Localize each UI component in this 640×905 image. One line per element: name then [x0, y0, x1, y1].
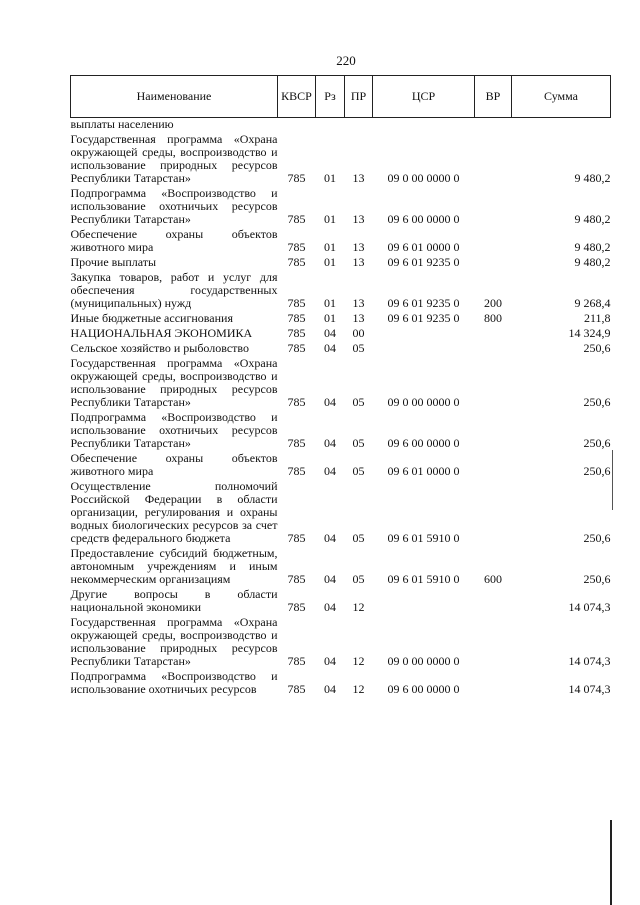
- row-vr: [475, 327, 512, 342]
- row-sum: 250,6: [583, 464, 611, 478]
- row-name: Иные бюджетные ассигнования: [70, 311, 233, 325]
- table-row: [71, 357, 611, 411]
- row-sum: 250,6: [583, 341, 611, 355]
- row-csr: [373, 588, 475, 616]
- row-name: Предоставление субсидий бюджетным, автономным учреждениям и иным некоммерческим организациям: [70, 546, 278, 586]
- page-number: 220: [336, 53, 356, 68]
- row-csr: 09 6 01 0000 0: [387, 464, 460, 478]
- header-vr: ВР: [475, 76, 512, 118]
- scan-artifact-line: [612, 450, 613, 510]
- row-vr: 200: [484, 296, 502, 310]
- row-kvsr: 785: [287, 326, 306, 340]
- row-vr: [475, 670, 512, 698]
- row-sum: 9 480,2: [574, 212, 611, 226]
- table-row: [71, 452, 611, 480]
- row-name: Сельское хозяйство и рыболовство: [70, 341, 250, 355]
- row-csr: [373, 342, 475, 357]
- table-row: [71, 271, 611, 312]
- row-pr: 05: [352, 395, 365, 409]
- row-csr: 09 6 00 0000 0: [387, 682, 460, 696]
- row-rz: 04: [324, 464, 336, 478]
- row-csr: [373, 118, 475, 134]
- row-pr: 05: [352, 341, 365, 355]
- row-sum: 9 480,2: [574, 255, 611, 269]
- row-kvsr: 785: [287, 341, 306, 355]
- header-csr: ЦСР: [373, 76, 475, 118]
- row-sum: [512, 118, 611, 134]
- row-name: Подпрограмма «Воспроизводство и использование охотничьих ресурсов Республики Татарстан»: [70, 186, 278, 226]
- row-vr: [475, 228, 512, 256]
- table-row: [71, 588, 611, 616]
- row-kvsr: 785: [287, 464, 306, 478]
- row-csr: 09 6 00 0000 0: [387, 436, 460, 450]
- row-rz: 04: [324, 572, 336, 586]
- row-rz: 04: [324, 326, 336, 340]
- row-pr: 12: [352, 682, 365, 696]
- row-rz: 04: [324, 531, 336, 545]
- row-kvsr: 785: [287, 296, 306, 310]
- row-name: Государственная программа «Охрана окружающей среды, воспроизводство и использование природных ресурсов Республики Татарстан»: [70, 615, 278, 668]
- row-sum: 9 480,2: [574, 171, 611, 185]
- header-rz: Рз: [316, 76, 345, 118]
- row-pr: 12: [352, 600, 365, 614]
- table-header-row: [71, 76, 611, 118]
- row-csr: 09 6 01 9235 0: [387, 255, 460, 269]
- row-rz: 01: [324, 171, 336, 185]
- header-sum: Сумма: [512, 76, 611, 118]
- row-kvsr: 785: [287, 654, 306, 668]
- row-vr: [475, 411, 512, 452]
- row-sum: 211,8: [583, 311, 611, 325]
- row-kvsr: 785: [287, 171, 306, 185]
- row-name: Другие вопросы в области национальной экономики: [70, 587, 278, 614]
- row-kvsr: 785: [287, 572, 306, 586]
- table-row: [71, 256, 611, 271]
- row-kvsr: 785: [287, 395, 306, 409]
- table-row: [71, 187, 611, 228]
- row-csr: 09 6 00 0000 0: [387, 212, 460, 226]
- row-kvsr: 785: [287, 600, 306, 614]
- header-name: Наименование: [71, 76, 278, 118]
- row-pr: 13: [352, 171, 365, 185]
- row-rz: 01: [324, 311, 336, 325]
- row-name: НАЦИОНАЛЬНАЯ ЭКОНОМИКА: [70, 326, 253, 340]
- row-kvsr: 785: [287, 240, 306, 254]
- row-kvsr: [278, 118, 316, 134]
- row-vr: [475, 588, 512, 616]
- row-name: Обеспечение охраны объектов животного мира: [70, 451, 278, 478]
- row-vr: [475, 452, 512, 480]
- row-rz: 04: [324, 600, 336, 614]
- row-csr: 09 6 01 5910 0: [387, 531, 460, 545]
- row-pr: 05: [352, 531, 365, 545]
- row-name: выплаты населению: [70, 117, 174, 131]
- row-pr: 13: [352, 240, 365, 254]
- row-kvsr: 785: [287, 531, 306, 545]
- row-pr: 13: [352, 296, 365, 310]
- row-name: Прочие выплаты: [70, 255, 157, 269]
- table-row: [71, 228, 611, 256]
- row-rz: 01: [324, 240, 336, 254]
- row-vr: [475, 616, 512, 670]
- row-rz: 04: [324, 682, 336, 696]
- row-rz: 04: [324, 654, 336, 668]
- row-vr: [475, 118, 512, 134]
- header-kvsr: КВСР: [278, 76, 316, 118]
- row-pr: 13: [352, 311, 365, 325]
- row-rz: 01: [324, 296, 336, 310]
- table-row: [71, 480, 611, 547]
- row-kvsr: 785: [287, 682, 306, 696]
- row-csr: 09 6 01 9235 0: [387, 311, 460, 325]
- row-pr: 13: [352, 212, 365, 226]
- row-sum: 9 268,4: [574, 296, 611, 310]
- row-rz: 04: [324, 341, 336, 355]
- header-pr: ПР: [345, 76, 373, 118]
- row-vr: [475, 187, 512, 228]
- table-row: [71, 327, 611, 342]
- row-name: Государственная программа «Охрана окружающей среды, воспроизводство и использование природных ресурсов Республики Татарстан»: [70, 356, 278, 409]
- row-name: Закупка товаров, работ и услуг для обеспечения государственных (муниципальных) нужд: [70, 270, 278, 310]
- row-name: Осуществление полномочий Российской Федерации в области организации, регулирования и охраны водных биологических ресурсов за счет средств федерального бюджета: [70, 479, 278, 545]
- row-sum: 250,6: [583, 572, 611, 586]
- row-pr: 05: [352, 436, 365, 450]
- row-csr: [373, 327, 475, 342]
- table-row: [71, 411, 611, 452]
- row-sum: 14 074,3: [568, 654, 611, 668]
- row-rz: [316, 118, 345, 134]
- row-pr: 00: [352, 326, 365, 340]
- row-vr: [475, 357, 512, 411]
- row-name: Подпрограмма «Воспроизводство и использование охотничьих ресурсов: [70, 669, 278, 696]
- row-pr: [345, 118, 373, 134]
- table-row: [71, 118, 611, 134]
- row-vr: [475, 133, 512, 187]
- row-name: Государственная программа «Охрана окружающей среды, воспроизводство и использование природных ресурсов Республики Татарстан»: [70, 132, 278, 185]
- row-kvsr: 785: [287, 436, 306, 450]
- row-csr: 09 6 01 0000 0: [387, 240, 460, 254]
- row-vr: [475, 342, 512, 357]
- row-sum: 9 480,2: [574, 240, 611, 254]
- row-sum: 14 324,9: [568, 326, 611, 340]
- row-csr: 09 0 00 0000 0: [387, 654, 460, 668]
- row-name: Подпрограмма «Воспроизводство и использование охотничьих ресурсов Республики Татарстан»: [70, 410, 278, 450]
- row-sum: 250,6: [583, 436, 611, 450]
- row-rz: 01: [324, 212, 336, 226]
- scan-artifact-line: [610, 820, 612, 905]
- row-name: Обеспечение охраны объектов животного мира: [70, 227, 278, 254]
- table-row: [71, 133, 611, 187]
- row-csr: 09 0 00 0000 0: [387, 395, 460, 409]
- row-kvsr: 785: [287, 212, 306, 226]
- row-sum: 14 074,3: [568, 600, 611, 614]
- row-vr: [475, 480, 512, 547]
- table-row: [71, 616, 611, 670]
- table-row: [71, 312, 611, 327]
- row-sum: 250,6: [583, 531, 611, 545]
- row-vr: 800: [484, 311, 502, 325]
- row-rz: 04: [324, 436, 336, 450]
- row-vr: [475, 256, 512, 271]
- row-csr: 09 6 01 9235 0: [387, 296, 460, 310]
- row-pr: 05: [352, 572, 365, 586]
- row-pr: 13: [352, 255, 365, 269]
- row-vr: 600: [484, 572, 502, 586]
- row-sum: 14 074,3: [568, 682, 611, 696]
- budget-table: [70, 75, 611, 698]
- row-csr: 09 0 00 0000 0: [387, 171, 460, 185]
- row-pr: 05: [352, 464, 365, 478]
- row-csr: 09 6 01 5910 0: [387, 572, 460, 586]
- row-kvsr: 785: [287, 255, 306, 269]
- row-pr: 12: [352, 654, 365, 668]
- table-row: [71, 547, 611, 588]
- row-kvsr: 785: [287, 311, 306, 325]
- table-row: [71, 670, 611, 698]
- row-sum: 250,6: [583, 395, 611, 409]
- row-rz: 01: [324, 255, 336, 269]
- row-rz: 04: [324, 395, 336, 409]
- table-row: [71, 342, 611, 357]
